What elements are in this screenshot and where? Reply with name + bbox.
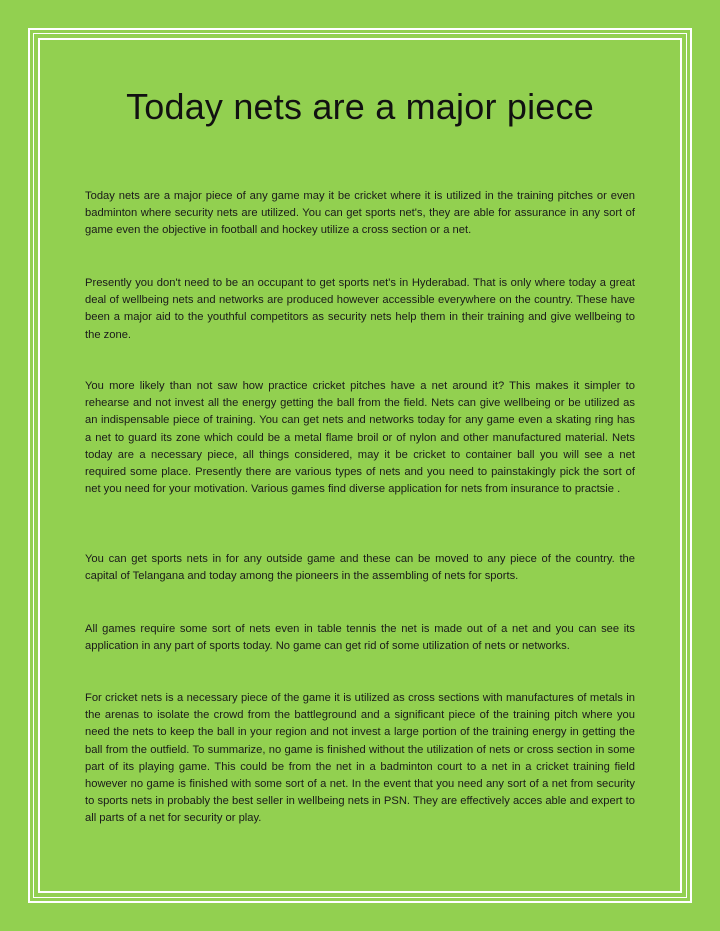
paragraph-4: You can get sports nets in for any outside game and these can be moved to any piece of the country. the capital of Telangana and today among the pioneers in the assembling of nets for sports. [85, 553, 635, 583]
paragraph-1: Today nets are a major piece of any game may it be cricket where it is utilized in the training pitches or even badminton where security nets are utilized. You can get sports net's, they are able for assurance in any sort of game even the objective in football and hockey utilize a cross section or a net. [85, 190, 635, 237]
paragraph-5: All games require some sort of nets even in table tennis the net is made out of a net and you can see its application in any part of sports today. No game can get rid of some utilization of nets or networks. [85, 623, 635, 653]
page-title: Today nets are a major piece [126, 86, 594, 127]
paragraph-6: For cricket nets is a necessary piece of the game it is utilized as cross sections with manufactures of metals in the arenas to isolate the crowd from the battleground and a significant piece of the training pitch where you need the nets to keep the ball in your region and not invest a large portion of the training energy in getting the ball from the outfield. To summarize, no game is finished without the utilization of nets or cross section in some part of its playing game. This could be from the net in a badminton court to a net in a cricket training field however no game is finished with some sort of a net. In the event that you need any sort of a net from security to sports nets in probably the best seller in wellbeing nets in PSN. They are effectively acces able and expert to all parts of a net for security or play. [85, 692, 635, 825]
paragraph-2: Presently you don't need to be an occupant to get sports net's in Hyderabad. That is only where today a great deal of wellbeing nets and networks are produced however accessible everywhere on the country. These have been a major aid to the youthful competitors as security nets help them in their training and give wellbeing to the zone. [85, 277, 635, 341]
paragraph-3: You more likely than not saw how practice cricket pitches have a net around it? This makes it simpler to rehearse and not invest all the energy getting the ball from the field. Nets can give wellbeing or be utilized as an indispensable piece of training. You can get nets and networks today for any game even a skating ring has a net to guard its zone which could be a metal flame broil or of nylon and other manufactured material. Nets today are a necessary piece, all things considered, may it be cricket to container ball you will see a net required some place. Presently there are various types of nets and you need to painstakingly pick the sort of net you need for your motivation. Various games find diverse application for nets from insurance to practsie . [85, 380, 635, 496]
